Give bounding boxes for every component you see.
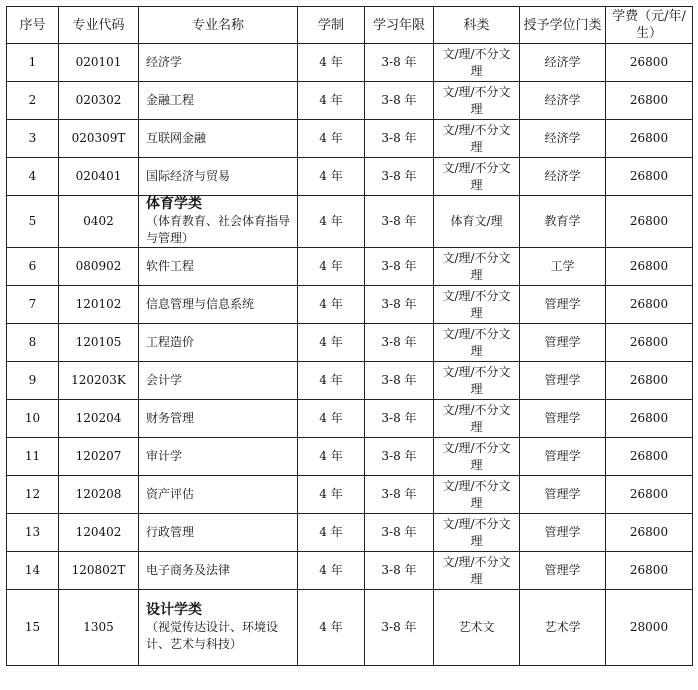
cell-category: 文/理/不分文理 <box>434 158 520 196</box>
table-row <box>7 44 693 82</box>
table-row <box>7 196 693 248</box>
table-row <box>7 438 693 476</box>
cell-code: 120105 <box>59 324 139 362</box>
cell-years: 3-8 年 <box>365 476 434 514</box>
header-code: 专业代码 <box>59 7 139 44</box>
cell-degree: 艺术学 <box>520 590 606 666</box>
cell-category: 文/理/不分文理 <box>434 82 520 120</box>
cell-name: 互联网金融 <box>139 120 298 158</box>
cell-code: 020101 <box>59 44 139 82</box>
cell-index: 1 <box>7 44 59 82</box>
cell-duration: 4 年 <box>298 514 365 552</box>
cell-name <box>139 196 298 248</box>
header-duration: 学制 <box>298 7 365 44</box>
cell-degree: 经济学 <box>520 120 606 158</box>
cell-fee: 26800 <box>606 514 693 552</box>
table-row <box>7 324 693 362</box>
cell-code: 120402 <box>59 514 139 552</box>
cell-duration: 4 年 <box>298 44 365 82</box>
cell-duration: 4 年 <box>298 476 365 514</box>
cell-category: 文/理/不分文理 <box>434 400 520 438</box>
cell-degree: 管理学 <box>520 362 606 400</box>
cell-fee: 26800 <box>606 248 693 286</box>
cell-degree: 管理学 <box>520 552 606 590</box>
cell-degree: 管理学 <box>520 438 606 476</box>
cell-index: 2 <box>7 82 59 120</box>
cell-category: 文/理/不分文理 <box>434 362 520 400</box>
table-row <box>7 82 693 120</box>
cell-duration: 4 年 <box>298 286 365 324</box>
cell-years: 3-8 年 <box>365 196 434 248</box>
cell-years: 3-8 年 <box>365 552 434 590</box>
cell-category: 文/理/不分文理 <box>434 514 520 552</box>
cell-index: 4 <box>7 158 59 196</box>
cell-years: 3-8 年 <box>365 590 434 666</box>
cell-fee: 26800 <box>606 552 693 590</box>
cell-duration: 4 年 <box>298 438 365 476</box>
cell-years: 3-8 年 <box>365 248 434 286</box>
cell-index: 7 <box>7 286 59 324</box>
cell-fee: 26800 <box>606 44 693 82</box>
cell-index: 9 <box>7 362 59 400</box>
cell-degree: 工学 <box>520 248 606 286</box>
table-row <box>7 362 693 400</box>
cell-category: 文/理/不分文理 <box>434 324 520 362</box>
cell-duration: 4 年 <box>298 196 365 248</box>
cell-duration: 4 年 <box>298 362 365 400</box>
cell-years: 3-8 年 <box>365 82 434 120</box>
table-row <box>7 120 693 158</box>
cell-code: 020309T <box>59 120 139 158</box>
cell-years: 3-8 年 <box>365 286 434 324</box>
cell-years: 3-8 年 <box>365 158 434 196</box>
table-row <box>7 514 693 552</box>
header-index: 序号 <box>7 7 59 44</box>
cell-category: 文/理/不分文理 <box>434 552 520 590</box>
cell-years: 3-8 年 <box>365 44 434 82</box>
header-fee: 学费（元/年/生） <box>606 7 693 44</box>
cell-index: 14 <box>7 552 59 590</box>
cell-name: 工程造价 <box>139 324 298 362</box>
cell-code: 080902 <box>59 248 139 286</box>
table-row <box>7 248 693 286</box>
cell-duration: 4 年 <box>298 324 365 362</box>
cell-category: 文/理/不分文理 <box>434 438 520 476</box>
cell-name: 财务管理 <box>139 400 298 438</box>
cell-duration: 4 年 <box>298 400 365 438</box>
category-group-title: 体育学类 <box>146 196 202 212</box>
cell-fee: 26800 <box>606 158 693 196</box>
cell-index: 12 <box>7 476 59 514</box>
cell-name: 会计学 <box>139 362 298 400</box>
cell-index: 13 <box>7 514 59 552</box>
table-row <box>7 286 693 324</box>
cell-index: 11 <box>7 438 59 476</box>
cell-degree: 经济学 <box>520 44 606 82</box>
category-group-title: 设计学类 <box>146 602 202 618</box>
cell-code: 120203K <box>59 362 139 400</box>
cell-years: 3-8 年 <box>365 400 434 438</box>
cell-name: 信息管理与信息系统 <box>139 286 298 324</box>
cell-fee: 26800 <box>606 476 693 514</box>
cell-duration: 4 年 <box>298 248 365 286</box>
cell-duration: 4 年 <box>298 590 365 666</box>
cell-name: 资产评估 <box>139 476 298 514</box>
cell-fee: 26800 <box>606 362 693 400</box>
cell-code: 120204 <box>59 400 139 438</box>
cell-duration: 4 年 <box>298 82 365 120</box>
cell-index: 8 <box>7 324 59 362</box>
cell-fee: 26800 <box>606 324 693 362</box>
cell-degree: 管理学 <box>520 514 606 552</box>
header-degree: 授予学位门类 <box>520 7 606 44</box>
cell-category: 文/理/不分文理 <box>434 476 520 514</box>
table-row <box>7 552 693 590</box>
cell-name <box>139 590 298 666</box>
cell-years: 3-8 年 <box>365 120 434 158</box>
cell-code: 120102 <box>59 286 139 324</box>
cell-category: 艺术文 <box>434 590 520 666</box>
cell-years: 3-8 年 <box>365 514 434 552</box>
table-row <box>7 158 693 196</box>
cell-category: 文/理/不分文理 <box>434 44 520 82</box>
cell-fee: 26800 <box>606 196 693 248</box>
cell-degree: 管理学 <box>520 286 606 324</box>
cell-degree: 管理学 <box>520 476 606 514</box>
cell-name: 行政管理 <box>139 514 298 552</box>
cell-code: 120208 <box>59 476 139 514</box>
table-row <box>7 590 693 666</box>
cell-category: 文/理/不分文理 <box>434 286 520 324</box>
cell-name: 审计学 <box>139 438 298 476</box>
cell-fee: 26800 <box>606 82 693 120</box>
cell-fee: 28000 <box>606 590 693 666</box>
cell-duration: 4 年 <box>298 552 365 590</box>
cell-code: 020302 <box>59 82 139 120</box>
cell-fee: 26800 <box>606 286 693 324</box>
table-row <box>7 476 693 514</box>
cell-degree: 管理学 <box>520 324 606 362</box>
header-years: 学习年限 <box>365 7 434 44</box>
cell-index: 5 <box>7 196 59 248</box>
cell-index: 6 <box>7 248 59 286</box>
cell-category: 文/理/不分文理 <box>434 120 520 158</box>
cell-fee: 26800 <box>606 120 693 158</box>
majors-table <box>6 6 693 666</box>
cell-name: 国际经济与贸易 <box>139 158 298 196</box>
cell-code: 020401 <box>59 158 139 196</box>
header-row <box>7 7 693 44</box>
cell-category: 体育文/理 <box>434 196 520 248</box>
cell-category: 文/理/不分文理 <box>434 248 520 286</box>
cell-years: 3-8 年 <box>365 362 434 400</box>
cell-index: 3 <box>7 120 59 158</box>
cell-duration: 4 年 <box>298 120 365 158</box>
cell-index: 15 <box>7 590 59 666</box>
cell-code: 1305 <box>59 590 139 666</box>
cell-years: 3-8 年 <box>365 324 434 362</box>
cell-name: 软件工程 <box>139 248 298 286</box>
category-group-subtitle: （视觉传达设计、环境设计、艺术与科技） <box>146 620 279 651</box>
cell-degree: 管理学 <box>520 400 606 438</box>
cell-code: 120207 <box>59 438 139 476</box>
cell-duration: 4 年 <box>298 158 365 196</box>
cell-fee: 26800 <box>606 438 693 476</box>
cell-degree: 经济学 <box>520 82 606 120</box>
cell-degree: 教育学 <box>520 196 606 248</box>
cell-degree: 经济学 <box>520 158 606 196</box>
cell-name: 电子商务及法律 <box>139 552 298 590</box>
cell-years: 3-8 年 <box>365 438 434 476</box>
table-row <box>7 400 693 438</box>
cell-name: 经济学 <box>139 44 298 82</box>
category-group-subtitle: （体育教育、社会体育指导与管理） <box>146 214 291 245</box>
cell-fee: 26800 <box>606 400 693 438</box>
header-category: 科类 <box>434 7 520 44</box>
header-name: 专业名称 <box>139 7 298 44</box>
cell-code: 0402 <box>59 196 139 248</box>
cell-name: 金融工程 <box>139 82 298 120</box>
cell-index: 10 <box>7 400 59 438</box>
cell-code: 120802T <box>59 552 139 590</box>
